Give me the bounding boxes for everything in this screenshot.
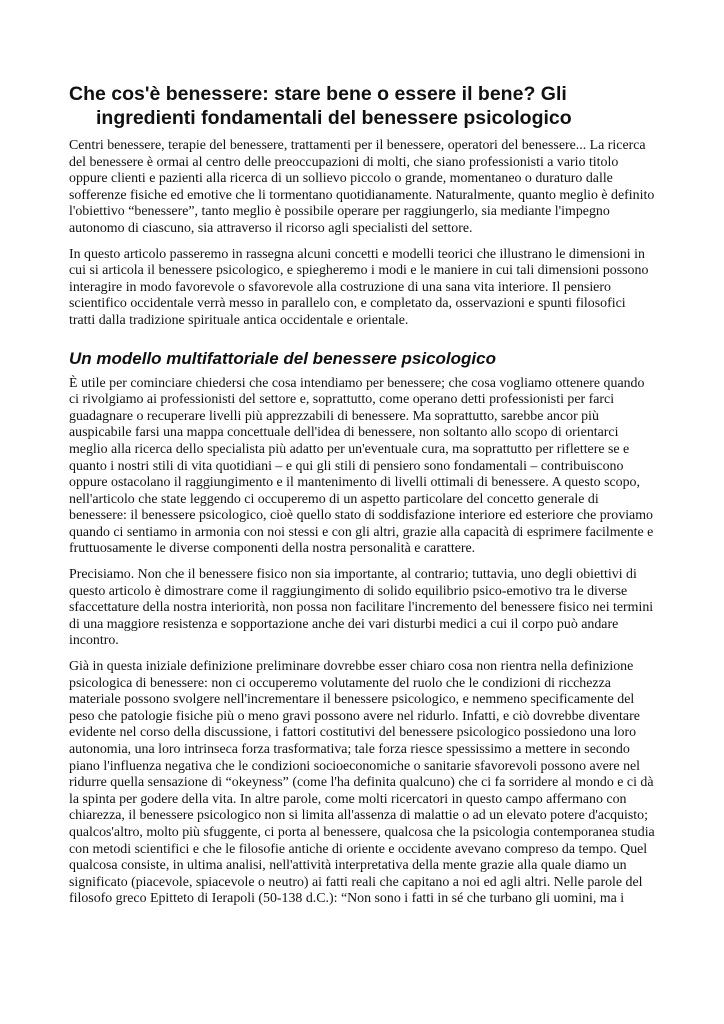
document-page xyxy=(69,82,655,917)
section-paragraph-2: Precisiamo. Non che il benessere fisico non sia importante, al contrario; tuttavia, uno degli obiettivi di questo articolo è dimostrare come il raggiungimento di solido equilibrio psico-emotivo tra le diverse sfaccettature della nostra interiorità, non possa non facilitare l'incremento del benessere fisico nei termini di una maggiore resistenza e sopportazione anche dei vari disturbi medici a cui il corpo può andare incontro. xyxy=(69,567,654,649)
article-title: Che cos'è benessere: stare bene o essere il bene? Gli ingredienti fondamentali del benessere psicologico xyxy=(69,83,572,129)
intro-paragraph-1: Centri benessere, terapie del benessere, trattamenti per il benessere, operatori del benessere... La ricerca del benessere è ormai al centro delle preoccupazioni di molti, che siano professionisti a vario titolo oppure clienti e pazienti alla ricerca di un sollievo piccolo o grande, momentaneo o duraturo dalle sofferenze fisiche ed emotive che li tormentano quotidianamente. Naturalmente, quanto meglio è definito l'obiettivo “benessere”, tanto meglio è possibile operare per raggiungerlo, sia mediante l'impegno autonomo di ciascuno, sia attraverso il ricorso agli specialisti del settore. xyxy=(69,138,655,236)
section-paragraph-1: È utile per cominciare chiedersi che cosa intendiamo per benessere; che cosa vogliamo ottenere quando ci rivolgiamo ai professionisti del settore e, soprattutto, come operano detti professionisti per farci guadagnare o recuperare livelli più apprezzabili di benessere. Ma soprattutto, sarebbe ancor più auspicabile farsi una mappa concettuale dell'idea di benessere, non soltanto allo scopo di orientarci meglio alla ricerca dello specialista più adatto per un'eventuale cura, ma soprattutto per riflettere se e quanto i nostri stili di vita quotidiani – e qui gli stili di pensiero sono fondamentali – contribuiscono oppure ostacolano il raggiungimento e il mantenimento di livelli ottimali di benessere. A questo scopo, nell'articolo che state leggendo ci occuperemo di un aspetto particolare del concetto generale di benessere: il benessere psicologico, cioè quello stato di soddisfazione interiore ed esteriore che proviamo quando ci sentiamo in armonia con noi stessi e con gli altri, grazie alla capacità di esprimere facilmente e fruttuosamente le diverse componenti della nostra personalità e carattere. xyxy=(69,375,654,557)
intro-paragraph-2: In questo articolo passeremo in rassegna alcuni concetti e modelli teorici che illustrano le dimensioni in cui si articola il benessere psicologico, e spiegheremo i modi e le maniere in cui tali dimensioni possono interagire in modo favorevole o sfavorevole alla costruzione di una sana vita interiore. Il pensiero scientifico occidentale verrà messo in parallelo con, e completato da, osservazioni e spunti filosofici tratti dalla tradizione spirituale antica occidentale e orientale. xyxy=(69,246,649,328)
section-heading: Un modello multifattoriale del benessere psicologico xyxy=(69,348,496,368)
section-paragraph-3: Già in questa iniziale definizione preliminare dovrebbe esser chiaro cosa non rientra nella definizione psicologica di benessere: non ci occuperemo volutamente del ruolo che le condizioni di ricchezza materiale possono svolgere nell'incrementare il benessere psicologico, e nemmeno specificamente del peso che patologie fisiche più o meno gravi possono avere nel ridurlo. Infatti, e ciò dovrebbe diventare evidente nel corso della discussione, i fattori costitutivi del benessere psicologico possiedono una loro autonomia, una loro intrinseca forza trasformativa; tale forza riesce spessissimo a mettere in secondo piano l'influenza negativa che le condizioni socioeconomiche o sanitarie sfavorevoli possono avere nel ridurre quella sensazione di “okeyness” (come l'ha definita qualcuno) che ci fa sorridere al mondo e ci dà la spinta per godere della vita. In altre parole, come molti ricercatori in questo campo affermano con chiarezza, il benessere psicologico non si limita all'assenza di malattie o ad un elevato potere d'acquisto; qualcos'altro, molto più sfuggente, ci porta al benessere, qualcosa che la psicologia contemporanea studia con metodi scientifici e che le filosofie antiche di oriente e occidente avevano compreso da tempo. Quel qualcosa consiste, in ultima analisi, nell'attività interpretativa della mente grazie alla quale diamo un significato (piacevole, spiacevole o neutro) ai fatti reali che capitano a noi ed agli altri. Nelle parole del filosofo greco Epitteto di Ierapoli (50-138 d.C.): “Non sono i fatti in sé che turbano gli uomini, ma i xyxy=(69,659,655,907)
